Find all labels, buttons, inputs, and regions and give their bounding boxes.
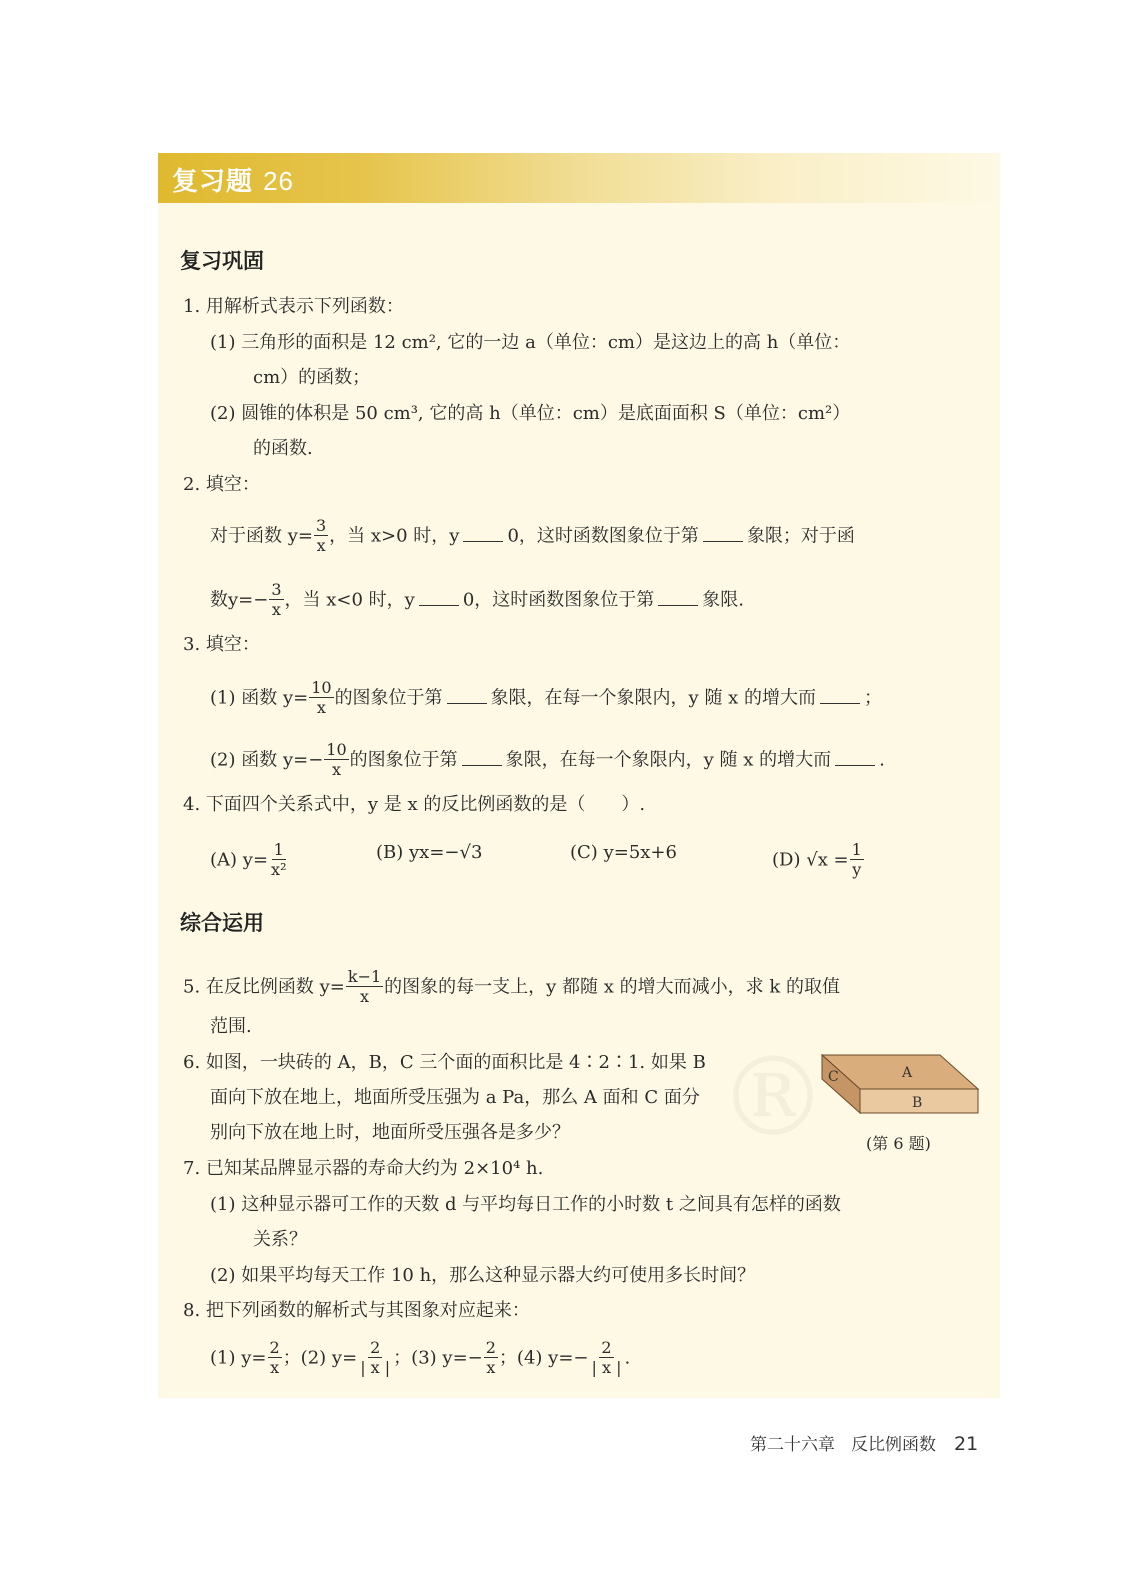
q6-line2: 面向下放在地上，地面所受压强为 a Pa，那么 A 面和 C 面分 bbox=[210, 1087, 700, 1108]
q4-stem: 4. 下面四个关系式中，y 是 x 的反比例函数的是（ ）. bbox=[183, 794, 646, 815]
option-label: (D) bbox=[772, 849, 801, 871]
q3-text: (1) 函数 y= bbox=[210, 687, 309, 709]
q1-stem: 1. 用解析式表示下列函数： bbox=[183, 296, 404, 317]
answer-blank[interactable] bbox=[835, 751, 875, 766]
figure-caption: (第 6 题) bbox=[866, 1134, 931, 1153]
fn-expr: y= bbox=[241, 1347, 267, 1369]
q4-option-c[interactable] bbox=[570, 841, 677, 865]
q3-text: 象限，在每一个象限内，y 随 x 的增大而 bbox=[505, 749, 832, 771]
frac-num: 10 bbox=[311, 678, 332, 697]
frac-den: x bbox=[360, 987, 370, 1006]
frac-num: 2 bbox=[269, 1338, 280, 1357]
publisher-watermark bbox=[718, 1033, 828, 1161]
q4-option-d[interactable] bbox=[772, 841, 865, 880]
page-footer bbox=[750, 1430, 978, 1455]
section-heading-application: 综合运用 bbox=[180, 911, 264, 935]
banner-title bbox=[172, 161, 294, 198]
fn-expr: y= bbox=[331, 1347, 358, 1369]
option-label: (A) bbox=[210, 849, 238, 871]
answer-blank[interactable] bbox=[703, 527, 743, 542]
q5-line1 bbox=[183, 968, 840, 1007]
fraction bbox=[269, 580, 283, 619]
q3-text: . bbox=[879, 749, 885, 771]
fn-expr: y=− bbox=[442, 1347, 483, 1369]
q2-stem: 2. 填空： bbox=[183, 474, 260, 495]
fraction bbox=[268, 1338, 282, 1377]
frac-num: 2 bbox=[485, 1338, 496, 1357]
frac-num: 10 bbox=[326, 740, 347, 759]
frac-num: 1 bbox=[851, 840, 862, 859]
q3-text: 象限，在每一个象限内，y 随 x 的增大而 bbox=[490, 687, 817, 709]
q8-functions bbox=[210, 1339, 630, 1378]
option-label: (C) bbox=[570, 842, 598, 863]
q4-option-b[interactable] bbox=[376, 841, 482, 865]
option-expr: yx=−√3 bbox=[409, 842, 483, 863]
frac-num: k−1 bbox=[347, 967, 382, 986]
banner-title-text: 复习题 bbox=[172, 167, 254, 197]
answer-blank[interactable] bbox=[463, 527, 503, 542]
answer-blank[interactable] bbox=[419, 591, 459, 606]
q5-line2: 范围. bbox=[210, 1016, 252, 1037]
answer-blank[interactable] bbox=[447, 689, 487, 704]
answer-blank[interactable] bbox=[462, 751, 502, 766]
fn-label: ；(2) bbox=[282, 1347, 327, 1369]
frac-den: y bbox=[852, 860, 862, 879]
fraction bbox=[850, 840, 864, 879]
q2-text: ，当 x>0 时，y bbox=[329, 525, 460, 547]
footer-title: 反比例函数 bbox=[851, 1435, 936, 1455]
fn-end: . bbox=[624, 1347, 631, 1369]
q3-text: ； bbox=[864, 687, 883, 709]
q2-text: 象限. bbox=[702, 589, 745, 611]
option-label: (B) bbox=[376, 842, 404, 863]
q5-text: 的图象的每一支上，y 都随 x 的增大而减小，求 k 的取值 bbox=[384, 976, 840, 998]
q3-text: 的图象位于第 bbox=[334, 687, 443, 709]
q3-part1 bbox=[210, 679, 882, 718]
banner-number: 26 bbox=[263, 166, 294, 196]
fraction bbox=[346, 967, 383, 1006]
fn-label: ；(3) bbox=[393, 1347, 437, 1369]
section-heading-review: 复习巩固 bbox=[180, 249, 264, 273]
fraction bbox=[309, 678, 333, 717]
q7-stem: 7. 已知某品牌显示器的寿命大约为 2×10⁴ h. bbox=[183, 1158, 544, 1179]
q2-text: 象限；对于函 bbox=[746, 525, 855, 547]
fraction bbox=[590, 1338, 624, 1377]
fn-label: ；(4) bbox=[498, 1347, 543, 1369]
q1-part2-line2: 的函数. bbox=[253, 438, 313, 459]
fraction bbox=[314, 516, 328, 555]
option-expr: y=5x+6 bbox=[603, 842, 677, 863]
review-panel bbox=[158, 153, 1000, 1398]
fn-expr: y=− bbox=[548, 1347, 589, 1369]
q2-text: ，当 x<0 时，y bbox=[284, 589, 415, 611]
q2-text: 数y=− bbox=[210, 589, 269, 611]
answer-blank[interactable] bbox=[658, 591, 698, 606]
frac-den: x bbox=[271, 600, 281, 619]
q1-part1-line2: cm）的函数； bbox=[253, 367, 371, 388]
footer-chapter: 第二十六章 bbox=[750, 1435, 835, 1455]
q1-part1-line1: (1) 三角形的面积是 12 cm², 它的一边 a（单位：cm）是这边上的高 h（单位： bbox=[210, 332, 851, 353]
fn-label: (1) bbox=[210, 1347, 236, 1369]
frac-num: 3 bbox=[315, 516, 327, 535]
frac-den: x bbox=[331, 760, 341, 779]
review-banner bbox=[158, 153, 1000, 203]
frac-num: 2 bbox=[370, 1338, 381, 1357]
frac-num: 3 bbox=[271, 580, 282, 599]
q2-text: 对于函数 y= bbox=[210, 525, 313, 547]
q6-line3: 别向下放在地上时，地面所受压强各是多少？ bbox=[210, 1122, 570, 1143]
q2-line2 bbox=[210, 581, 744, 620]
q3-stem: 3. 填空： bbox=[183, 634, 260, 655]
fraction bbox=[484, 1338, 498, 1377]
brick-label-c: C bbox=[828, 1069, 839, 1085]
fraction bbox=[269, 840, 288, 879]
q5-text: 5. 在反比例函数 y= bbox=[183, 976, 345, 998]
frac-den: x bbox=[270, 1358, 280, 1377]
q1-part2-line1: (2) 圆锥的体积是 50 cm³, 它的高 h（单位：cm）是底面面积 S（单位：cm²） bbox=[210, 403, 851, 424]
frac-den: x bbox=[316, 698, 326, 717]
frac-den: | x | bbox=[591, 1358, 622, 1377]
frac-den: x bbox=[486, 1358, 496, 1377]
q8-stem: 8. 把下列函数的解析式与其图象对应起来： bbox=[183, 1300, 530, 1321]
answer-blank[interactable] bbox=[820, 689, 860, 704]
option-expr: √x = bbox=[806, 849, 849, 871]
frac-den: x bbox=[316, 536, 326, 555]
q3-text: (2) 函数 y=− bbox=[210, 749, 324, 771]
frac-num: 1 bbox=[273, 840, 284, 859]
frac-den: x² bbox=[271, 860, 287, 879]
q4-option-a[interactable] bbox=[210, 841, 289, 880]
q7-part2: (2) 如果平均每天工作 10 h，那么这种显示器大约可使用多长时间？ bbox=[210, 1265, 756, 1286]
q6-line1: 6. 如图，一块砖的 A，B，C 三个面的面积比是 4∶2∶1. 如果 B bbox=[183, 1052, 706, 1073]
q7-part1-line2: 关系？ bbox=[253, 1229, 307, 1250]
fraction bbox=[324, 740, 348, 779]
q3-text: 的图象位于第 bbox=[349, 749, 458, 771]
brick-label-a: A bbox=[902, 1065, 913, 1081]
frac-num: 2 bbox=[601, 1338, 612, 1357]
fraction bbox=[358, 1338, 392, 1377]
q2-text: 0，这时函数图象位于第 bbox=[462, 589, 655, 611]
q3-part2 bbox=[210, 741, 885, 780]
page-number: 21 bbox=[954, 1433, 979, 1455]
option-expr: y= bbox=[242, 849, 269, 871]
brick-figure bbox=[820, 1051, 980, 1121]
brick-label-b: B bbox=[912, 1095, 923, 1111]
frac-den: | x | bbox=[360, 1358, 391, 1377]
q2-text: 0，这时函数图象位于第 bbox=[507, 525, 699, 547]
q2-line1 bbox=[210, 517, 855, 556]
q7-part1-line1: (1) 这种显示器可工作的天数 d 与平均每日工作的小时数 t 之间具有怎样的函数 bbox=[210, 1194, 841, 1215]
